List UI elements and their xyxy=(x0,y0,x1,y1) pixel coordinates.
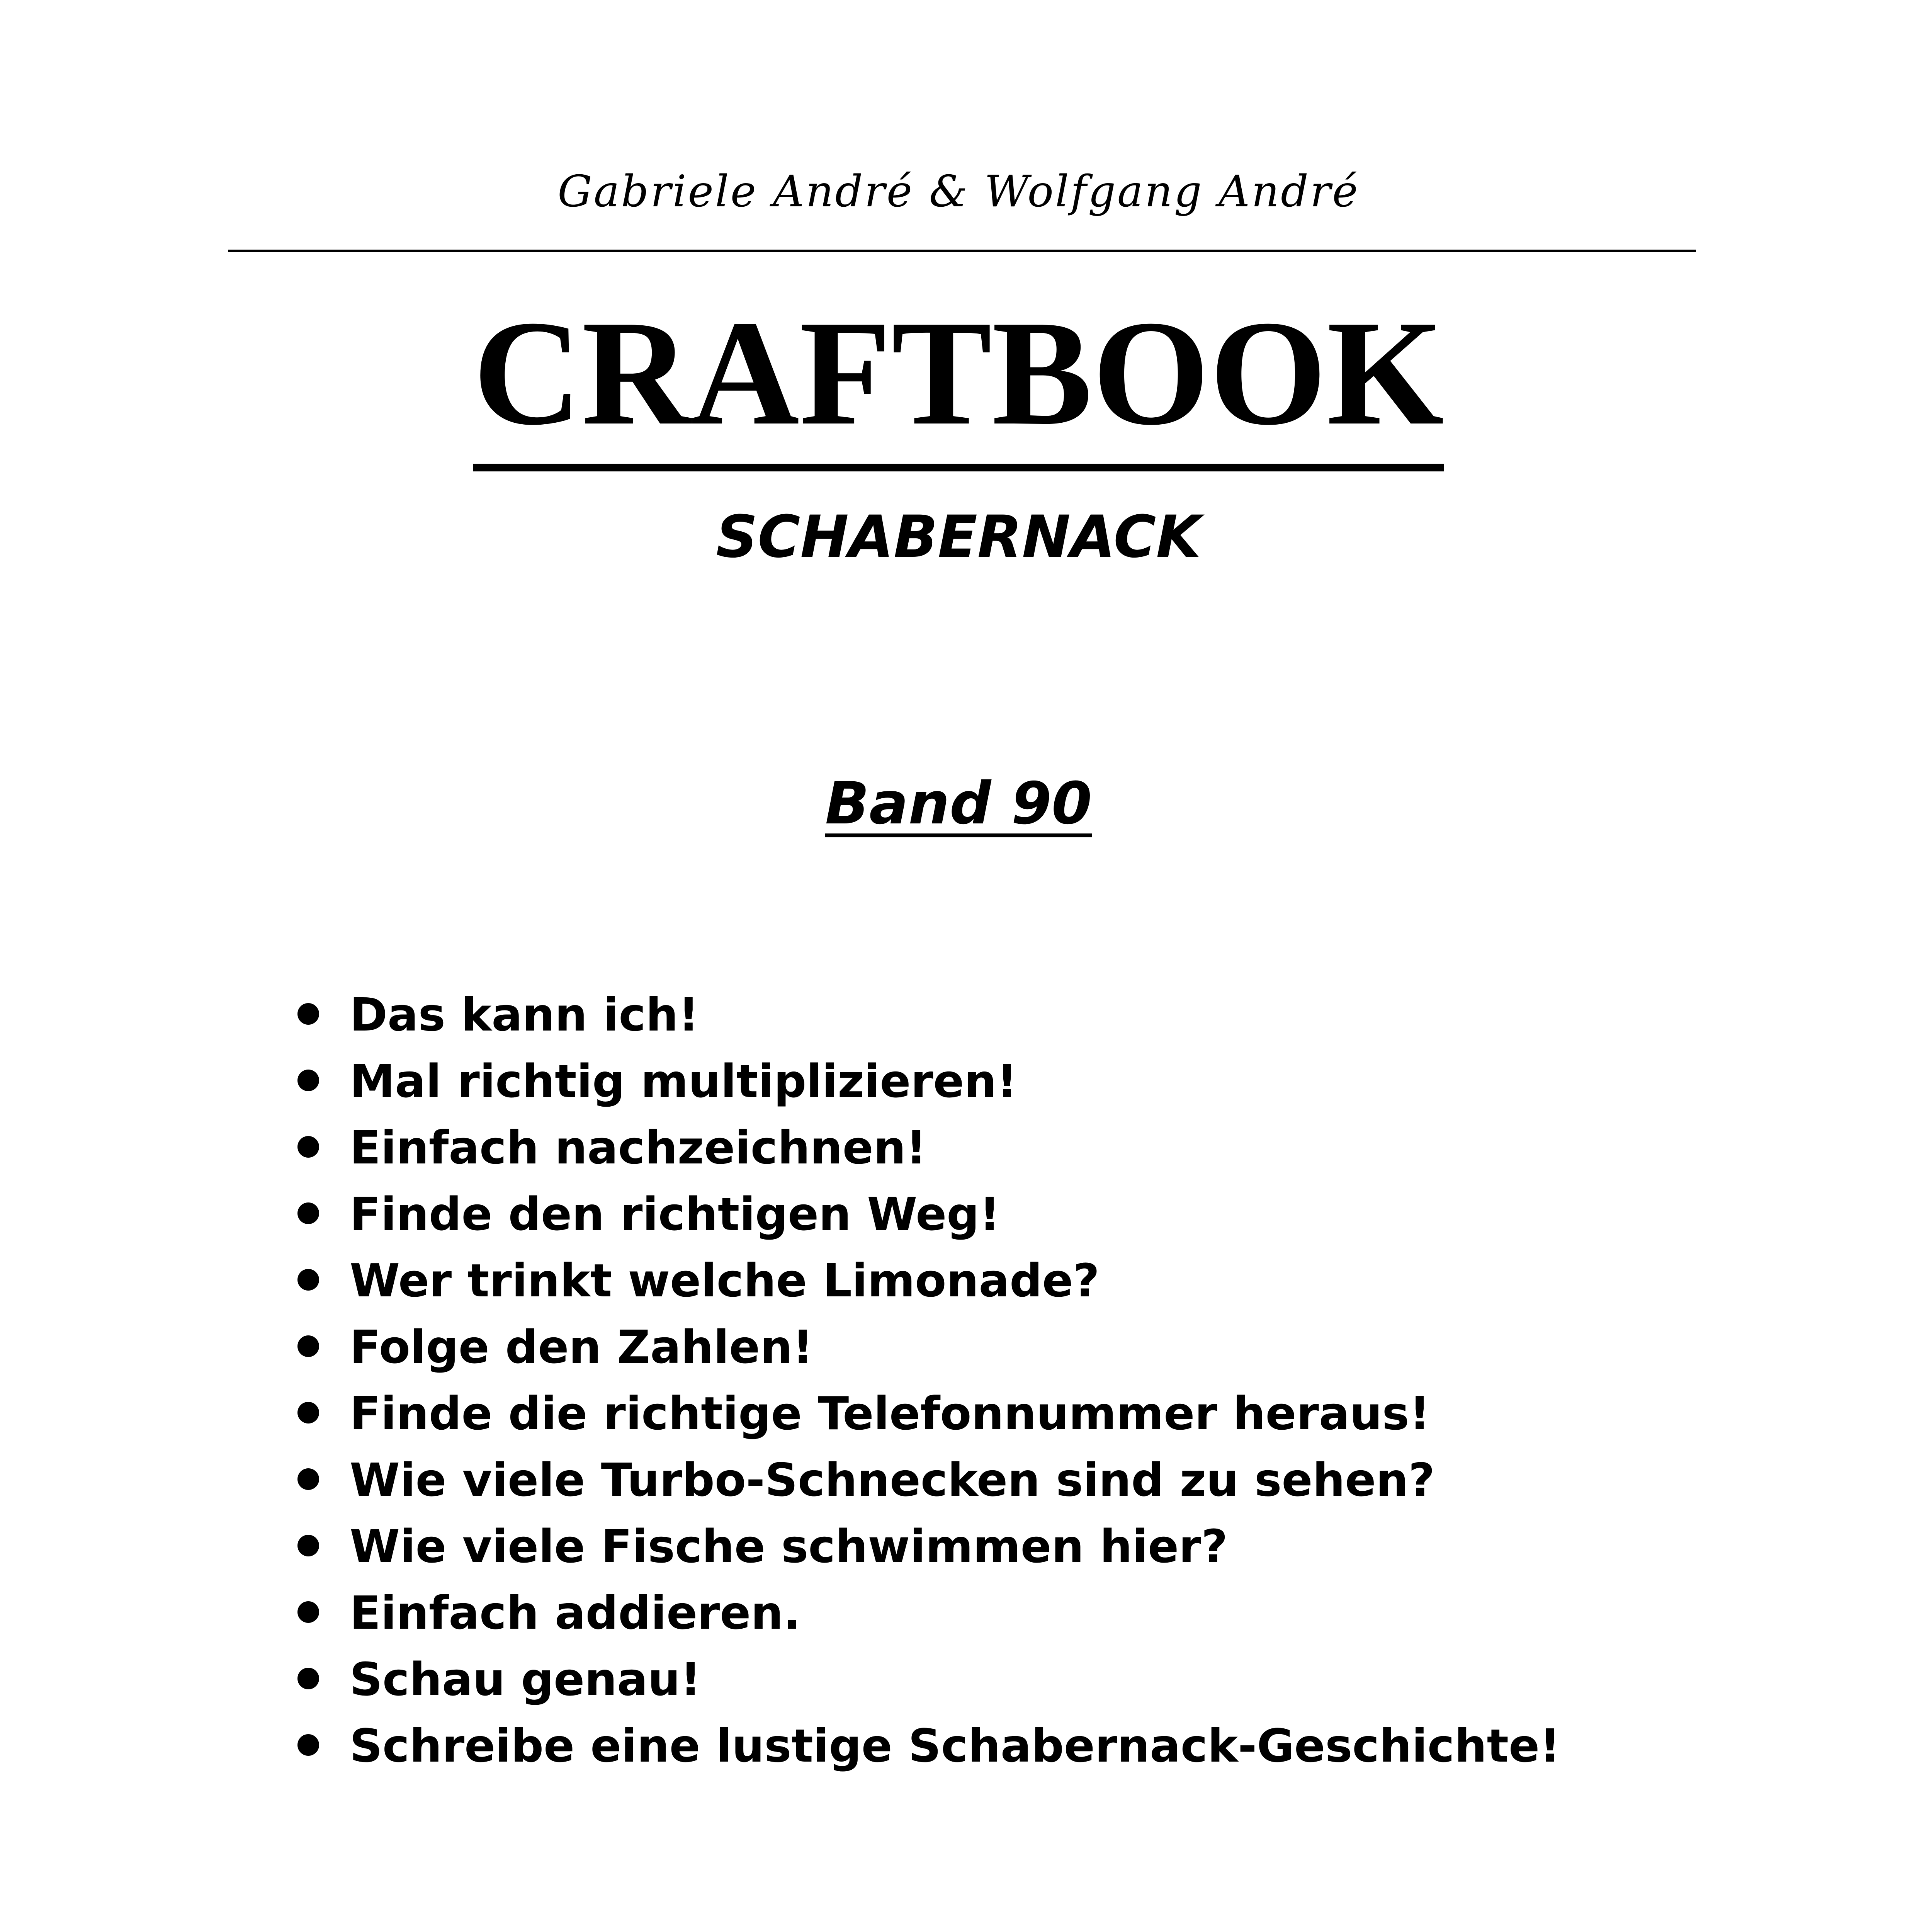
book-title-text: CRAFTBOOK xyxy=(473,298,1444,471)
contents-item: Wie viele Turbo-Schnecken sind zu sehen? xyxy=(294,1447,1560,1513)
contents-list xyxy=(294,981,1560,1779)
book-subtitle: SCHABERNACK xyxy=(716,503,1201,571)
contents-item: Das kann ich! xyxy=(294,981,1560,1048)
contents-item: Finde die richtige Telefonnummer heraus! xyxy=(294,1380,1560,1447)
contents-item: Schau genau! xyxy=(294,1646,1560,1713)
contents-item: Folge den Zahlen! xyxy=(294,1314,1560,1380)
contents-item: Finde den richtigen Weg! xyxy=(294,1181,1560,1247)
contents-item: Mal richtig multiplizieren! xyxy=(294,1048,1560,1114)
authors-line: Gabriele André & Wolfgang André xyxy=(557,167,1360,217)
volume-label-text: Band 90 xyxy=(825,770,1092,837)
header-divider xyxy=(228,250,1696,252)
contents-item: Wer trinkt welche Limonade? xyxy=(294,1247,1560,1314)
contents-item: Schreibe eine lustige Schabernack-Geschichte! xyxy=(294,1713,1560,1779)
contents-item: Einfach addieren. xyxy=(294,1580,1560,1646)
volume-label xyxy=(0,770,1917,837)
contents-item: Einfach nachzeichnen! xyxy=(294,1114,1560,1181)
contents-item: Wie viele Fische schwimmen hier? xyxy=(294,1513,1560,1580)
book-title xyxy=(0,289,1917,471)
